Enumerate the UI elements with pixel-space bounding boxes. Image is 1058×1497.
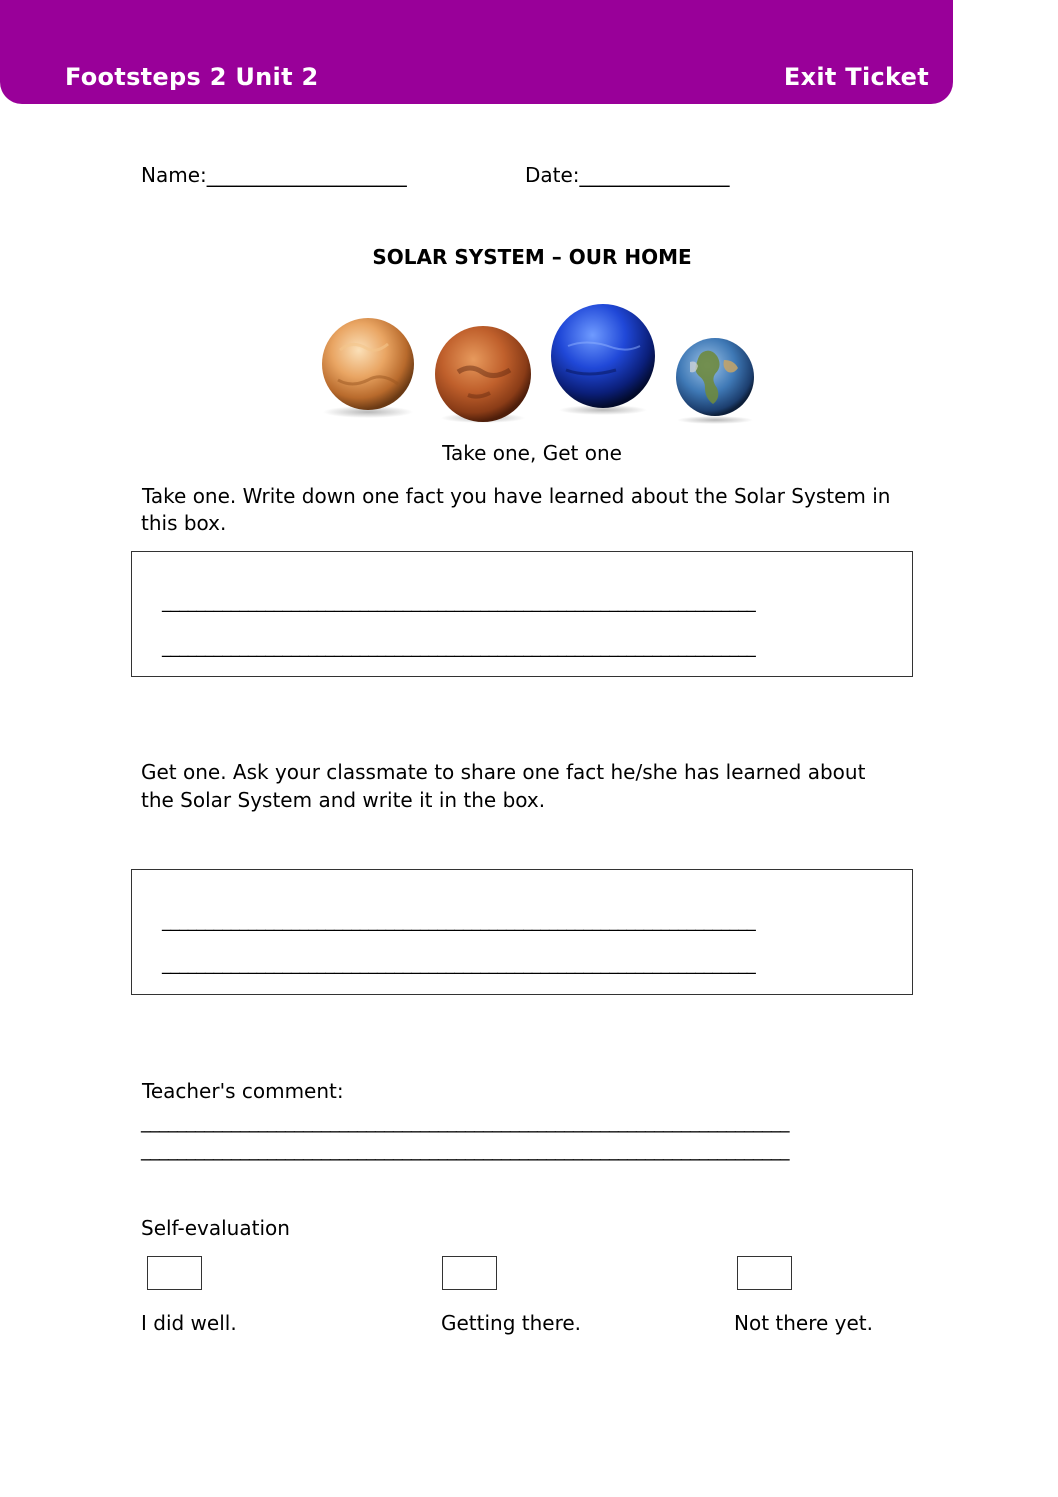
earth-image (676, 338, 754, 416)
header-banner (0, 0, 953, 104)
answer-line[interactable]: _____________________________________________________________________ (162, 592, 756, 613)
teacher-comment-line[interactable]: ________________________________________________________________________ (141, 1139, 789, 1161)
answer-line[interactable]: _____________________________________________________________________ (162, 954, 756, 975)
teacher-comment-label: Teacher's comment: (142, 1079, 344, 1103)
unit-title: Footsteps 2 Unit 2 (65, 63, 319, 91)
option-getting-there: Getting there. (441, 1311, 582, 1335)
answer-line[interactable]: _____________________________________________________________________ (162, 911, 756, 932)
teacher-comment-line[interactable]: ________________________________________________________________________ (141, 1111, 789, 1133)
take-one-answer-box[interactable] (131, 551, 913, 677)
option-not-there-yet: Not there yet. (734, 1311, 874, 1335)
answer-line[interactable]: _____________________________________________________________________ (162, 637, 756, 658)
exit-ticket-label: Exit Ticket (783, 63, 929, 91)
self-evaluation-label: Self-evaluation (141, 1216, 290, 1240)
date-field[interactable]: Date:_______________ (525, 163, 730, 187)
worksheet-title: SOLAR SYSTEM – OUR HOME (372, 245, 692, 269)
take-one-instruction-line2: this box. (141, 511, 227, 535)
venus-image (322, 318, 414, 410)
checkbox-getting-there[interactable] (442, 1256, 497, 1290)
take-one-instruction-line1: Take one. Write down one fact you have learned about the Solar System in (142, 484, 891, 508)
get-one-instruction-line2: the Solar System and write it in the box. (141, 788, 546, 812)
get-one-answer-box[interactable] (131, 869, 913, 995)
activity-subtitle: Take one, Get one (442, 441, 622, 465)
neptune-image (551, 304, 655, 408)
checkbox-did-well[interactable] (147, 1256, 202, 1290)
name-field[interactable]: Name:____________________ (141, 163, 407, 187)
planets-illustration (318, 300, 768, 430)
checkbox-not-there-yet[interactable] (737, 1256, 792, 1290)
option-did-well: I did well. (141, 1311, 237, 1335)
get-one-instruction-line1: Get one. Ask your classmate to share one fact he/she has learned about (141, 760, 866, 784)
